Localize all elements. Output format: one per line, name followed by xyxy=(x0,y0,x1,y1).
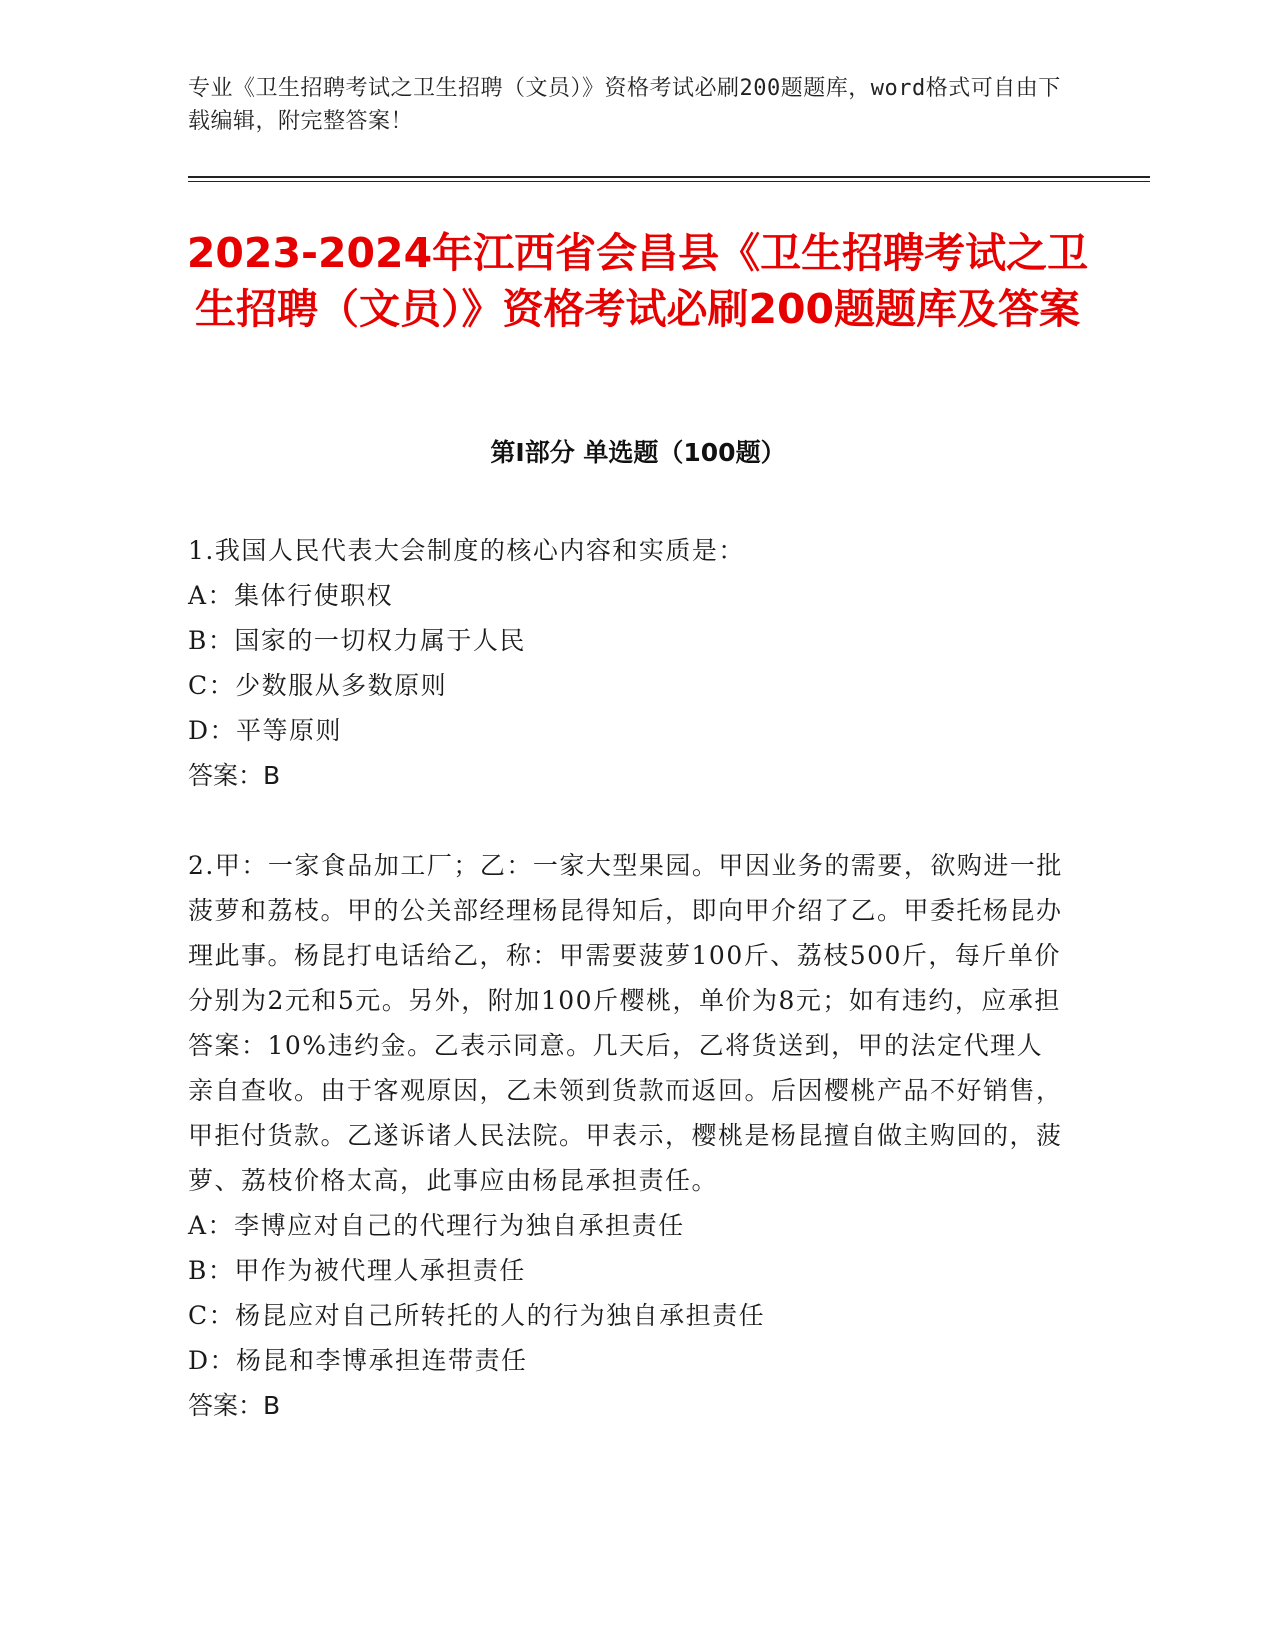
option-key: B： xyxy=(188,626,235,655)
option-b xyxy=(188,1248,1068,1293)
option-text: 甲作为被代理人承担责任 xyxy=(234,1256,526,1285)
header-divider-thick xyxy=(188,176,1150,178)
option-d xyxy=(188,1338,1068,1383)
question-1 xyxy=(188,528,1068,798)
header-divider-thin xyxy=(188,181,1150,182)
option-c xyxy=(188,1293,1068,1338)
option-text: 李博应对自己的代理行为独自承担责任 xyxy=(234,1211,685,1240)
option-text: 少数服从多数原则 xyxy=(235,671,448,700)
question-2 xyxy=(188,843,1068,1428)
option-text: 平等原则 xyxy=(236,716,343,745)
question-stem: 1.我国人民代表大会制度的核心内容和实质是： xyxy=(188,536,745,565)
option-key: A： xyxy=(188,1211,235,1240)
question-list xyxy=(188,528,1068,1473)
option-key: D： xyxy=(188,1346,237,1375)
option-key: A： xyxy=(188,581,235,610)
option-text: 杨昆应对自己所转托的人的行为独自承担责任 xyxy=(235,1301,766,1330)
option-key: C： xyxy=(188,1301,236,1330)
option-a xyxy=(188,1203,1068,1248)
option-text: 国家的一切权力属于人民 xyxy=(234,626,526,655)
section-title: 第Ⅰ部分 单选题（100题） xyxy=(490,438,786,467)
option-c xyxy=(188,663,1068,708)
option-b xyxy=(188,618,1068,663)
document-title: 2023-2024年江西省会昌县《卫生招聘考试之卫生招聘（文员）》资格考试必刷200题题库及答案 xyxy=(186,229,1089,333)
option-key: D： xyxy=(188,716,237,745)
option-key: B： xyxy=(188,1256,235,1285)
answer-line: 答案：B xyxy=(188,761,281,790)
question-stem: 2.甲：一家食品加工厂；乙：一家大型果园。甲因业务的需要，欲购进一批菠萝和荔枝。甲的公关部经理杨昆得知后，即向甲介绍了乙。甲委托杨昆办理此事。杨昆打电话给乙，称：甲需要菠萝100斤、荔枝500斤，每斤单价分别为2元和5元。另外，附加100斤樱桃，单价为8元；如有违约，应承担答案：10%违约金。乙表示同意。几天后，乙将货送到，甲的法定代理人亲自查收。由于客观原因，乙未领到货款而返回。后因樱桃产品不好销售，甲拒付货款。乙遂诉诸人民法院。甲表示，樱桃是杨昆擅自做主购回的，菠萝、荔枝价格太高，此事应由杨昆承担责任。 xyxy=(188,851,1063,1195)
option-a xyxy=(188,573,1068,618)
answer-line: 答案：B xyxy=(188,1391,281,1420)
option-d xyxy=(188,708,1068,753)
option-key: C： xyxy=(188,671,236,700)
header-note: 专业《卫生招聘考试之卫生招聘（文员）》资格考试必刷200题题库，word格式可自由下载编辑，附完整答案！ xyxy=(188,76,1061,134)
option-text: 集体行使职权 xyxy=(234,581,394,610)
option-text: 杨昆和李博承担连带责任 xyxy=(236,1346,528,1375)
